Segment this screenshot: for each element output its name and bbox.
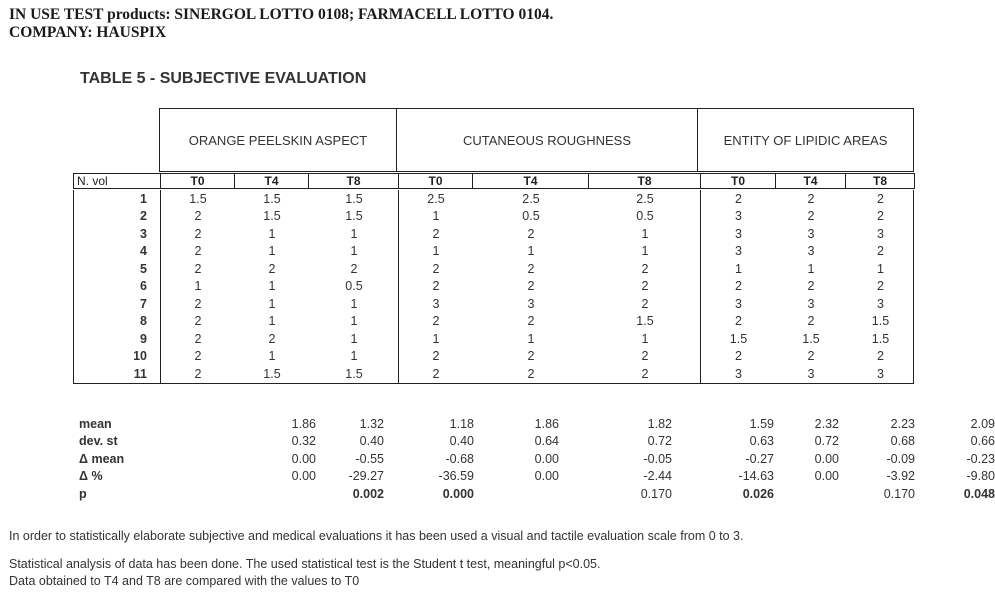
group-header-orange-peelskin: ORANGE PEELSKIN ASPECT — [159, 108, 397, 172]
score-cell: 1 — [268, 349, 276, 364]
score-cell: 2 — [194, 349, 202, 364]
stat-value: 2.09 — [970, 416, 995, 431]
column-header-t4: T4 — [775, 173, 846, 189]
score-cell: 0.5 — [636, 209, 654, 224]
score-cell: 2 — [268, 331, 276, 346]
score-cell: 1 — [641, 331, 649, 346]
table-row — [74, 260, 913, 278]
volunteer-number: 5 — [140, 261, 147, 276]
score-cell: 3 — [807, 226, 815, 241]
column-header-t8: T8 — [588, 173, 701, 189]
score-cell: 1 — [350, 296, 358, 311]
footer-note-scale: In order to statistically elaborate subjective and medical evaluations it has been used a visual and tactile evaluation scale from 0 to 3. — [9, 529, 744, 543]
score-cell: 2 — [641, 349, 649, 364]
score-cell: 1.5 — [263, 366, 281, 381]
table-row — [74, 295, 913, 313]
stat-value: 2.32 — [814, 416, 839, 431]
score-cell: 1 — [807, 261, 815, 276]
stat-value: 0.40 — [359, 434, 384, 449]
stat-value: 0.00 — [814, 451, 839, 466]
score-cell: 2 — [641, 366, 649, 381]
score-cell: 2 — [877, 191, 884, 206]
score-cell: 2 — [641, 261, 649, 276]
score-cell: 2.5 — [522, 191, 540, 206]
volunteer-number: 3 — [140, 226, 147, 241]
score-cell: 1 — [350, 331, 358, 346]
stat-value: -0.09 — [886, 451, 915, 466]
stat-row — [79, 415, 995, 433]
volunteer-number: 8 — [140, 314, 147, 329]
stat-value: 0.170 — [640, 486, 672, 501]
score-cell: 3 — [735, 209, 742, 224]
score-cell: 2 — [735, 279, 742, 294]
score-cell: 1.5 — [636, 314, 654, 329]
stat-value: -0.05 — [643, 451, 672, 466]
column-header-t8: T8 — [308, 173, 399, 189]
score-cell: 2 — [527, 261, 535, 276]
score-cell: 2 — [527, 279, 535, 294]
column-header-t0: T0 — [160, 173, 235, 189]
stat-value: -29.27 — [348, 469, 384, 484]
statistics-block — [79, 415, 995, 503]
stat-value: 0.66 — [970, 434, 995, 449]
stat-value: 2.23 — [890, 416, 915, 431]
column-header-t8: T8 — [845, 173, 915, 189]
column-header-t0: T0 — [398, 173, 473, 189]
score-cell: 1.5 — [729, 331, 748, 346]
table-row — [74, 190, 913, 208]
score-cell: 3 — [735, 244, 742, 259]
score-cell: 1 — [432, 331, 440, 346]
score-cell: 0.5 — [345, 279, 363, 294]
stat-label: Δ mean — [79, 451, 125, 466]
score-cell: 1.5 — [263, 209, 281, 224]
score-cell: 1 — [641, 226, 649, 241]
score-cell: 2 — [194, 314, 202, 329]
score-cell: 3 — [807, 244, 815, 259]
table-row — [74, 313, 913, 331]
stat-value: -3.92 — [886, 469, 915, 484]
table-row — [74, 330, 913, 348]
score-cell: 1 — [350, 314, 358, 329]
score-cell: 1 — [350, 226, 358, 241]
score-cell: 1 — [194, 279, 202, 294]
score-cell: 2 — [350, 261, 358, 276]
header-products: IN USE TEST products: SINERGOL LOTTO 0108; FARMACELL LOTTO 0104. — [9, 6, 554, 23]
table-row — [74, 208, 913, 226]
stat-value: 0.68 — [890, 434, 915, 449]
stat-value: 0.000 — [442, 486, 474, 501]
score-cell: 1 — [268, 314, 276, 329]
score-cell: 2.5 — [427, 191, 445, 206]
stat-value: 1.86 — [291, 416, 316, 431]
volunteer-number: 9 — [140, 331, 147, 346]
stat-label: p — [79, 486, 87, 501]
column-header-t0: T0 — [700, 173, 776, 189]
stat-value: 1.18 — [449, 416, 474, 431]
data-table-body — [73, 190, 914, 384]
score-cell: 2 — [807, 191, 815, 206]
table-divider — [398, 190, 399, 383]
stat-value: 0.170 — [883, 486, 915, 501]
stat-value: 1.32 — [359, 416, 384, 431]
score-cell: 1 — [735, 261, 742, 276]
stat-value: -0.68 — [445, 451, 474, 466]
score-cell: 2 — [527, 314, 535, 329]
score-cell: 2 — [194, 366, 202, 381]
score-cell: 2 — [194, 296, 202, 311]
score-cell: 2 — [432, 226, 440, 241]
stat-value: 0.00 — [534, 451, 559, 466]
score-cell: 2 — [877, 244, 884, 259]
stat-value: 0.00 — [291, 451, 316, 466]
volunteer-number: 4 — [140, 244, 147, 259]
score-cell: 1.5 — [871, 331, 890, 346]
score-cell: 1 — [432, 244, 440, 259]
volunteer-number: 1 — [140, 191, 147, 206]
stat-value: -9.80 — [966, 469, 995, 484]
score-cell: 1 — [350, 244, 358, 259]
stat-value: 0.32 — [291, 434, 316, 449]
score-cell: 2 — [432, 261, 440, 276]
score-cell: 1 — [268, 226, 276, 241]
score-cell: 1 — [432, 209, 440, 224]
stat-value: 0.048 — [963, 486, 995, 501]
score-cell: 3 — [877, 366, 884, 381]
stat-value: 0.72 — [647, 434, 672, 449]
score-cell: 2 — [527, 226, 535, 241]
stat-value: -14.63 — [738, 469, 774, 484]
group-header-lipidic-areas: ENTITY OF LIPIDIC AREAS — [697, 108, 914, 172]
stat-value: 0.00 — [814, 469, 839, 484]
stat-value: 0.63 — [749, 434, 774, 449]
footer-note-test: Statistical analysis of data has been done. The used statistical test is the Student t test, meaningful p<0.05. — [9, 557, 601, 571]
score-cell: 2 — [194, 226, 202, 241]
header-company: COMPANY: HAUSPIX — [9, 24, 167, 41]
score-cell: 2 — [194, 331, 202, 346]
score-cell: 3 — [432, 296, 440, 311]
score-cell: 2 — [432, 314, 440, 329]
stat-value: -0.55 — [355, 451, 384, 466]
score-cell: 2 — [877, 349, 884, 364]
stat-value: 1.86 — [534, 416, 559, 431]
score-cell: 1 — [527, 331, 535, 346]
table-divider — [160, 190, 161, 383]
score-cell: 2 — [527, 349, 535, 364]
score-cell: 1 — [268, 279, 276, 294]
stat-value: 0.026 — [742, 486, 774, 501]
stat-value: -2.44 — [643, 469, 672, 484]
score-cell: 0.5 — [522, 209, 540, 224]
score-cell: 2 — [432, 349, 440, 364]
stat-value: 0.00 — [291, 469, 316, 484]
score-cell: 3 — [527, 296, 535, 311]
score-cell: 1 — [268, 296, 276, 311]
stat-row — [79, 433, 995, 451]
score-cell: 2 — [807, 349, 815, 364]
stat-row — [79, 485, 995, 503]
column-header-nvol: N. vol — [73, 173, 161, 189]
score-cell: 3 — [807, 296, 815, 311]
score-cell: 3 — [735, 226, 742, 241]
score-cell: 1.5 — [345, 209, 363, 224]
volunteer-number: 6 — [140, 279, 147, 294]
score-cell: 1.5 — [345, 366, 363, 381]
score-cell: 1 — [268, 244, 276, 259]
score-cell: 1.5 — [263, 191, 281, 206]
score-cell: 2 — [194, 209, 202, 224]
score-cell: 2 — [268, 261, 276, 276]
score-cell: 2.5 — [636, 191, 654, 206]
score-cell: 1.5 — [802, 331, 820, 346]
score-cell: 2 — [735, 314, 742, 329]
score-cell: 2 — [807, 279, 815, 294]
table-divider — [700, 190, 701, 383]
column-header-t4: T4 — [234, 173, 309, 189]
stat-value: 0.00 — [534, 469, 559, 484]
table-row — [74, 365, 913, 383]
score-cell: 2 — [877, 209, 884, 224]
table-row — [74, 278, 913, 296]
score-cell: 2 — [807, 209, 815, 224]
score-cell: 1 — [877, 261, 884, 276]
score-cell: 2 — [432, 366, 440, 381]
table-row — [74, 348, 913, 366]
stat-label: Δ % — [79, 469, 103, 484]
score-cell: 2 — [877, 279, 884, 294]
stat-value: 0.40 — [449, 434, 474, 449]
score-cell: 3 — [877, 296, 884, 311]
stat-label: dev. st — [79, 434, 118, 449]
volunteer-number: 2 — [140, 209, 147, 224]
score-cell: 1.5 — [871, 314, 890, 329]
group-header-cutaneous-roughness: CUTANEOUS ROUGHNESS — [396, 108, 698, 172]
volunteer-number: 11 — [133, 366, 147, 381]
table-title: TABLE 5 - SUBJECTIVE EVALUATION — [80, 70, 367, 87]
stat-row — [79, 468, 995, 486]
stat-value: -36.59 — [438, 469, 474, 484]
score-cell: 1.5 — [189, 191, 207, 206]
volunteer-number: 7 — [140, 296, 147, 311]
score-cell: 2 — [641, 279, 649, 294]
score-cell: 1.5 — [345, 191, 363, 206]
score-cell: 2 — [194, 261, 202, 276]
stat-value: 1.59 — [749, 416, 774, 431]
score-cell: 2 — [432, 279, 440, 294]
table-row — [74, 225, 913, 243]
column-header-t4: T4 — [472, 173, 589, 189]
stat-label: mean — [79, 416, 112, 431]
footer-note-comparison: Data obtained to T4 and T8 are compared with the values to T0 — [9, 574, 360, 588]
score-cell: 1 — [350, 349, 358, 364]
score-cell: 2 — [194, 244, 202, 259]
volunteer-number: 10 — [133, 349, 147, 364]
stat-value: -0.23 — [966, 451, 995, 466]
stat-value: 0.72 — [814, 434, 839, 449]
score-cell: 1 — [641, 244, 649, 259]
stat-value: 0.64 — [534, 434, 559, 449]
stat-value: 1.82 — [647, 416, 672, 431]
score-cell: 2 — [807, 314, 815, 329]
score-cell: 3 — [735, 366, 742, 381]
table-row — [74, 243, 913, 261]
score-cell: 3 — [735, 296, 742, 311]
score-cell: 2 — [641, 296, 649, 311]
score-cell: 2 — [735, 349, 742, 364]
stat-row — [79, 450, 995, 468]
stat-value: -0.27 — [745, 451, 774, 466]
stat-value: 0.002 — [352, 486, 384, 501]
column-header-row — [73, 173, 914, 189]
score-cell: 1 — [527, 244, 535, 259]
score-cell: 3 — [877, 226, 884, 241]
score-cell: 2 — [735, 191, 742, 206]
score-cell: 2 — [527, 366, 535, 381]
score-cell: 3 — [807, 366, 815, 381]
